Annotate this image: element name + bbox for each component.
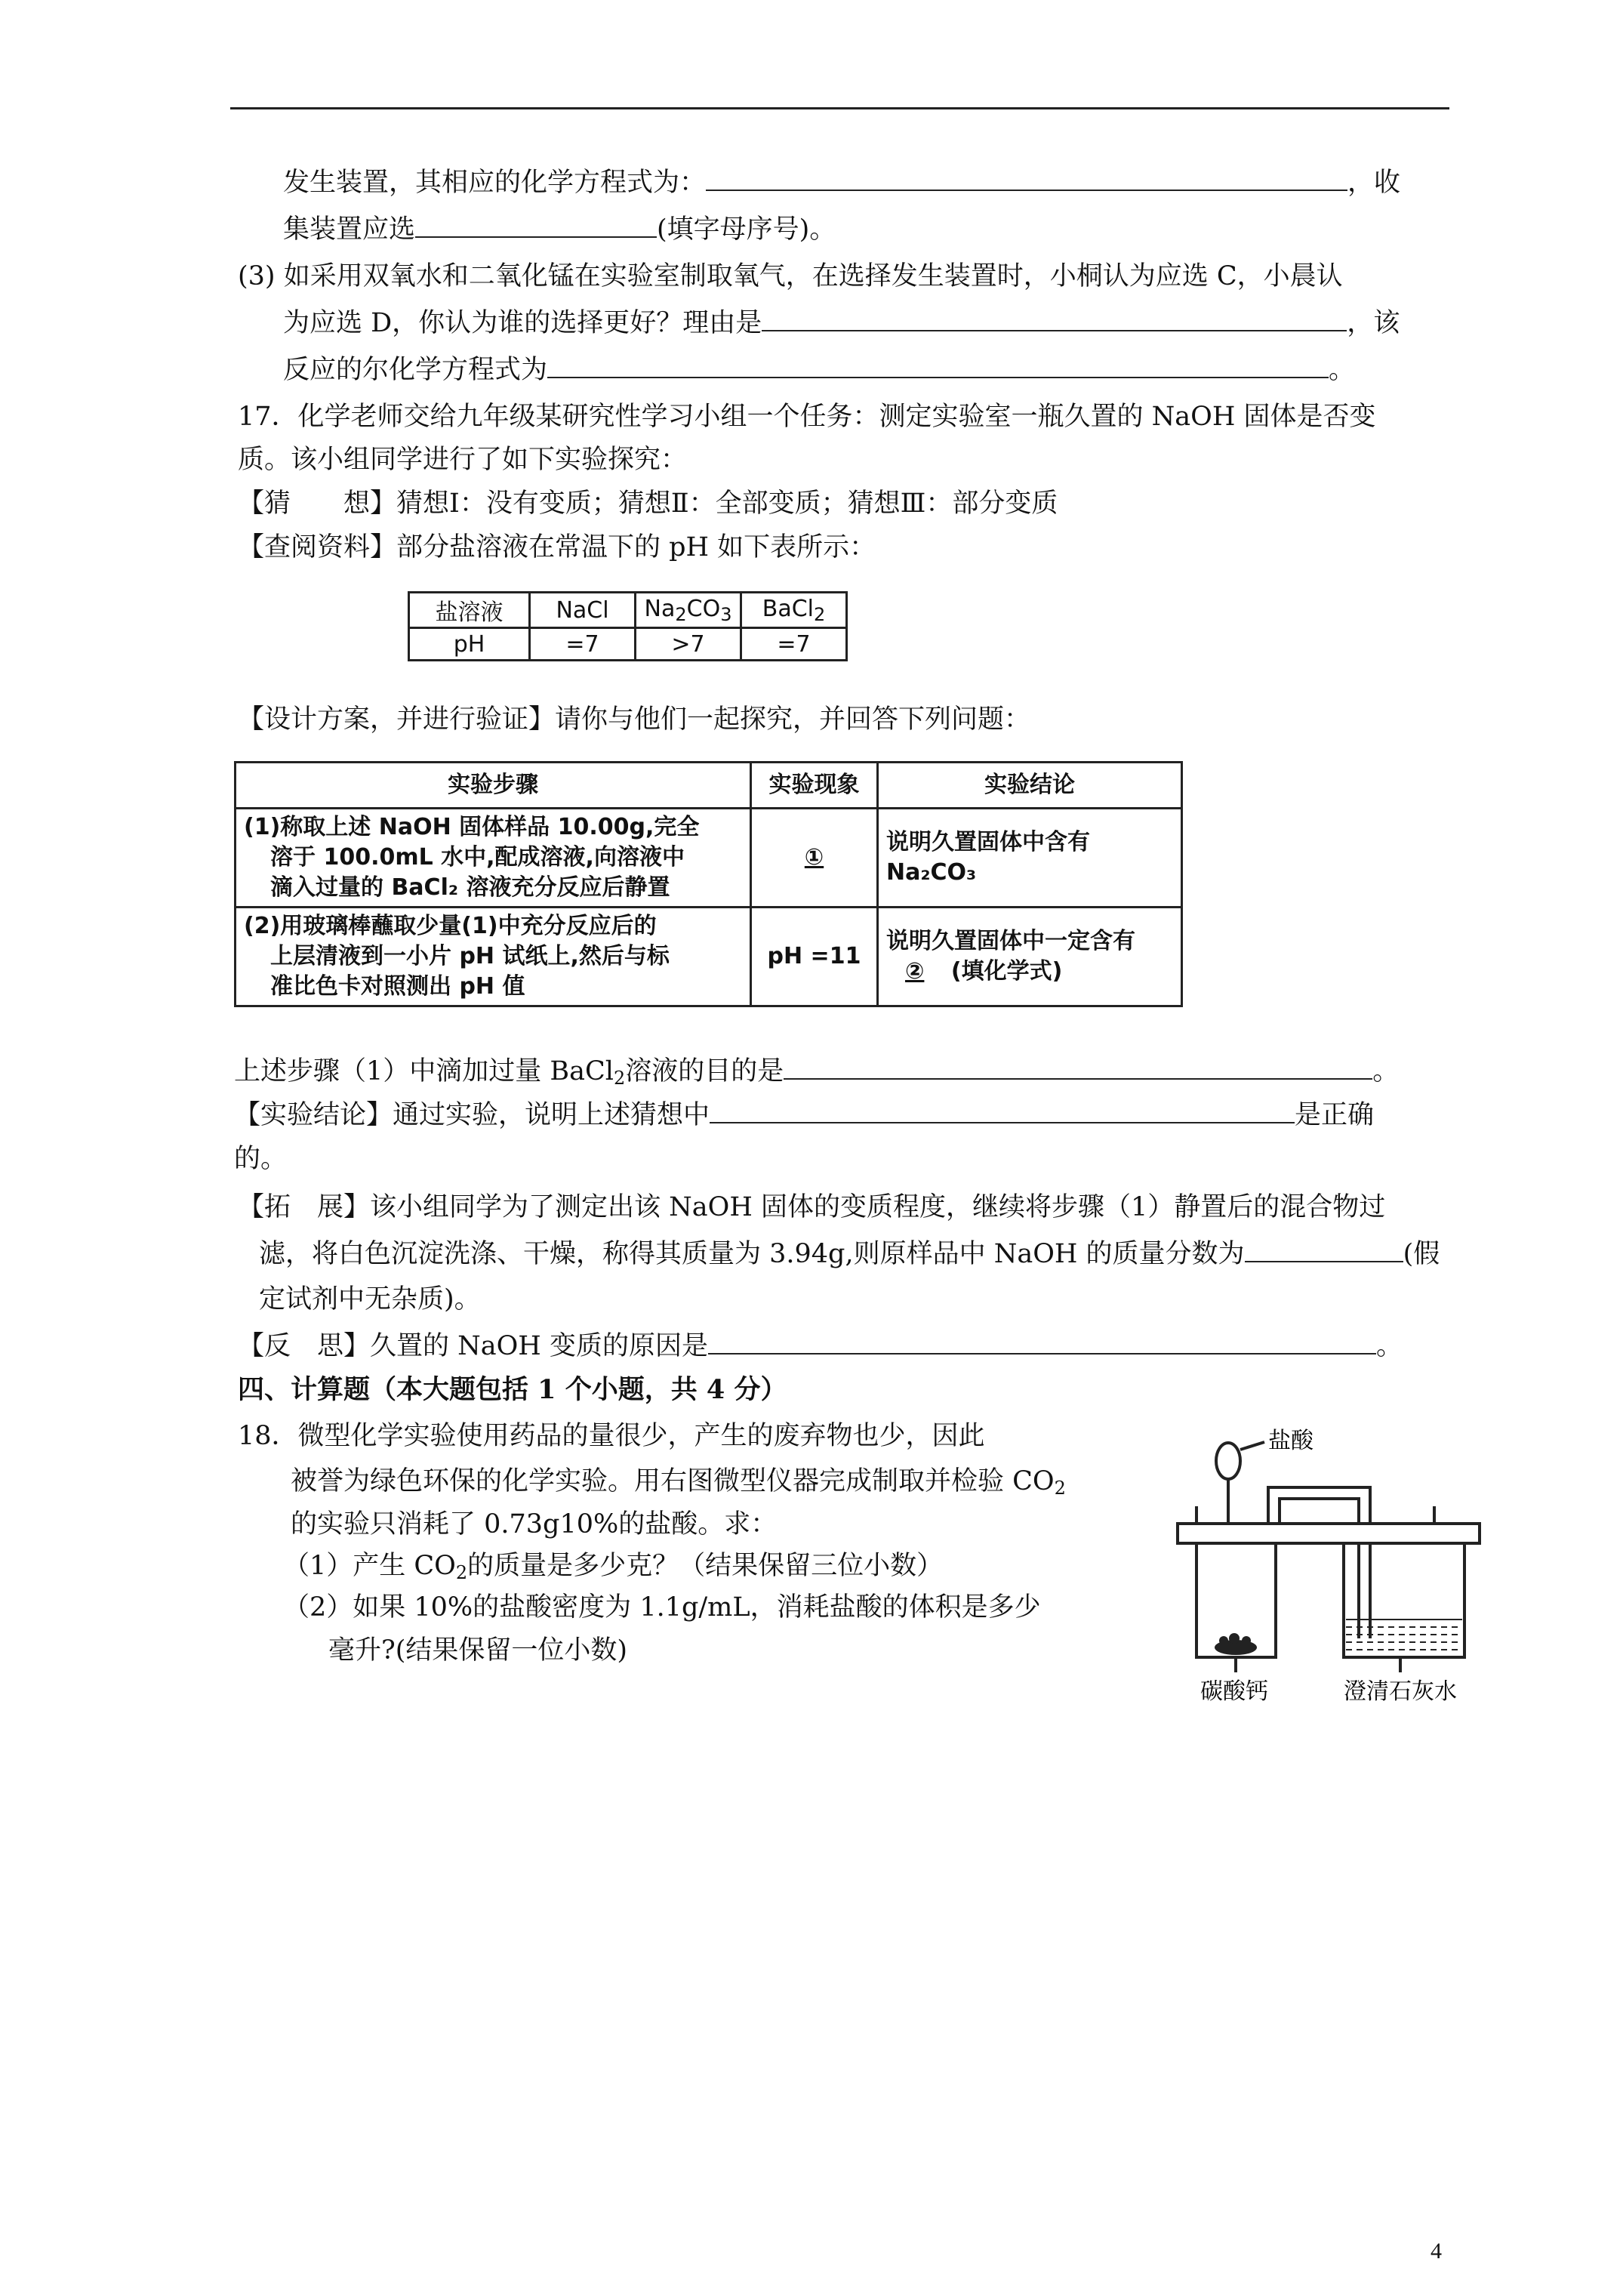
- q17-reference: 【查阅资料】部分盐溶液在常温下的 pH 如下表所示：: [238, 532, 876, 562]
- answer-blank[interactable]: [706, 167, 1347, 191]
- label-calcium-carbonate: 碳酸钙: [1200, 1678, 1268, 1705]
- answer-blank[interactable]: [547, 354, 1329, 378]
- apparatus-plate: [1178, 1524, 1480, 1543]
- calcium-carbonate-solid: [1215, 1633, 1257, 1655]
- q17-reflection: 【反 思】久置的 NaOH 变质的原因是 。: [238, 1331, 1403, 1361]
- answer-blank[interactable]: [1245, 1238, 1403, 1262]
- experiment-table-header: [236, 763, 1182, 809]
- q17-extension-3: 定试剂中无杂质)。: [259, 1284, 481, 1314]
- ph-table-row: [409, 628, 847, 661]
- label-limewater: 澄清石灰水: [1344, 1678, 1457, 1705]
- ph-table-cell: BaCl$_2$: [741, 593, 847, 628]
- connecting-tube: [1268, 1487, 1370, 1524]
- q17-purpose: 上述步骤（1）中滴加过量 BaCl$_2$溶液的目的是 。: [234, 1056, 1400, 1089]
- q16-line-2: 集装置应选 (填字母序号)。: [283, 214, 836, 245]
- ph-table-cell: NaCl: [530, 593, 636, 628]
- acid-label-pointer: [1240, 1442, 1264, 1450]
- q17-intro-1: 17．化学老师交给九年级某研究性学习小组一个任务：测定实验室一瓶久置的 NaOH 固体是否变: [238, 402, 1376, 432]
- experiment-header-conclusion: 实验结论: [878, 763, 1182, 809]
- answer-blank[interactable]: [710, 1099, 1295, 1123]
- experiment-step-1: (1)称取上述 NaOH 固体样品 10.00g,完全 溶于 100.0mL 水中,配成溶液,向溶液中 滴入过量的 BaCl₂ 溶液充分反应后静置: [236, 809, 751, 908]
- experiment-conclusion-1: 说明久置固体中含有 Na₂CO₃: [878, 809, 1182, 908]
- q17-conclusion-end: 的。: [234, 1144, 288, 1174]
- q16-sub3-line-2: 为应选 D，你认为谁的选择更好？理由是 ，该: [283, 308, 1400, 338]
- q18-line-5: （2）如果 10%的盐酸密度为 1.1g/mL，消耗盐酸的体积是多少: [283, 1592, 1041, 1623]
- q16-sub3-line-1: (3) 如采用双氧水和二氧化锰在实验室制取氧气，在选择发生装置时，小桐认为应选 C，小晨认: [238, 261, 1343, 291]
- q17-design: 【设计方案，并进行验证】请你与他们一起探究，并回答下列问题：: [238, 704, 1031, 735]
- answer-blank[interactable]: [784, 1056, 1372, 1080]
- q17-intro-2: 质。该小组同学进行了如下实验探究：: [238, 445, 688, 475]
- experiment-table: [234, 761, 1183, 1007]
- page-number: 4: [1431, 2239, 1442, 2264]
- experiment-row-2: [236, 908, 1182, 1006]
- q16-line-1: 发生装置，其相应的化学方程式为： ，收: [283, 168, 1401, 198]
- experiment-header-observation: 实验现象: [751, 763, 878, 809]
- experiment-step-2: (2)用玻璃棒蘸取少量(1)中充分反应后的 上层清液到一小片 pH 试纸上,然后与标 准比色卡对照测出 pH 值: [236, 908, 751, 1006]
- experiment-observation-2: pH =11: [751, 908, 878, 1006]
- ph-table-cell: $Na_2CO_3$: [636, 593, 741, 628]
- experiment-header-steps: 实验步骤: [236, 763, 751, 809]
- right-vial: [1344, 1543, 1464, 1657]
- experiment-conclusion-2: 说明久置固体中一定含有 ② (填化学式): [878, 908, 1182, 1006]
- q18-line-2: 被誉为绿色环保的化学实验。用右图微型仪器完成制取并检验 $CO_2$: [291, 1466, 1066, 1499]
- ph-table-header: [409, 593, 847, 628]
- q18-line-1: 18．微型化学实验使用药品的量很少，产生的废弃物也少，因此: [238, 1421, 985, 1451]
- ph-table-cell: >7: [636, 628, 741, 661]
- q17-conclusion: 【实验结论】通过实验，说明上述猜想中 是正确: [234, 1100, 1375, 1130]
- limewater-liquid: [1346, 1620, 1462, 1650]
- q17-extension-1: 【拓 展】该小组同学为了测定出该 NaOH 固体的变质程度，继续将步骤（1）静置后的混合物过: [238, 1192, 1386, 1222]
- experiment-row-1: [236, 809, 1182, 908]
- q18-line-4: （1）产生 $CO_2$的质量是多少克？（结果保留三位小数）: [283, 1551, 944, 1583]
- answer-blank[interactable]: [762, 307, 1347, 331]
- q18-line-6: 毫升?(结果保留一位小数): [328, 1635, 628, 1666]
- label-acid: 盐酸: [1268, 1428, 1313, 1454]
- answer-blank[interactable]: [415, 214, 657, 238]
- experiment-observation-1: ①: [751, 809, 878, 908]
- apparatus-figure: [1174, 1427, 1483, 1714]
- ph-table: [408, 591, 848, 661]
- ph-table-cell: =7: [741, 628, 847, 661]
- ph-table-cell: pH: [409, 628, 530, 661]
- section-4-title: 四、计算题（本大题包括 1 个小题，共 4 分）: [238, 1374, 787, 1405]
- q16-sub3-line-3: 反应的尔化学方程式为 。: [283, 355, 1356, 385]
- ph-table-cell: 盐溶液: [409, 593, 530, 628]
- header-rule: [230, 107, 1449, 109]
- q17-extension-2: 滤，将白色沉淀洗涤、干燥，称得其质量为 3.94g,则原样品中 NaOH 的质量分数为 (假: [259, 1239, 1440, 1269]
- q17-guess: 【猜 想】猜想Ⅰ：没有变质；猜想Ⅱ：全部变质；猜想Ⅲ：部分变质: [238, 488, 1058, 519]
- ph-table-cell: =7: [530, 628, 636, 661]
- dropper-bulb: [1216, 1443, 1240, 1479]
- q18-line-3: 的实验只消耗了 0.73g10%的盐酸。求：: [291, 1509, 778, 1539]
- answer-blank[interactable]: [708, 1330, 1376, 1354]
